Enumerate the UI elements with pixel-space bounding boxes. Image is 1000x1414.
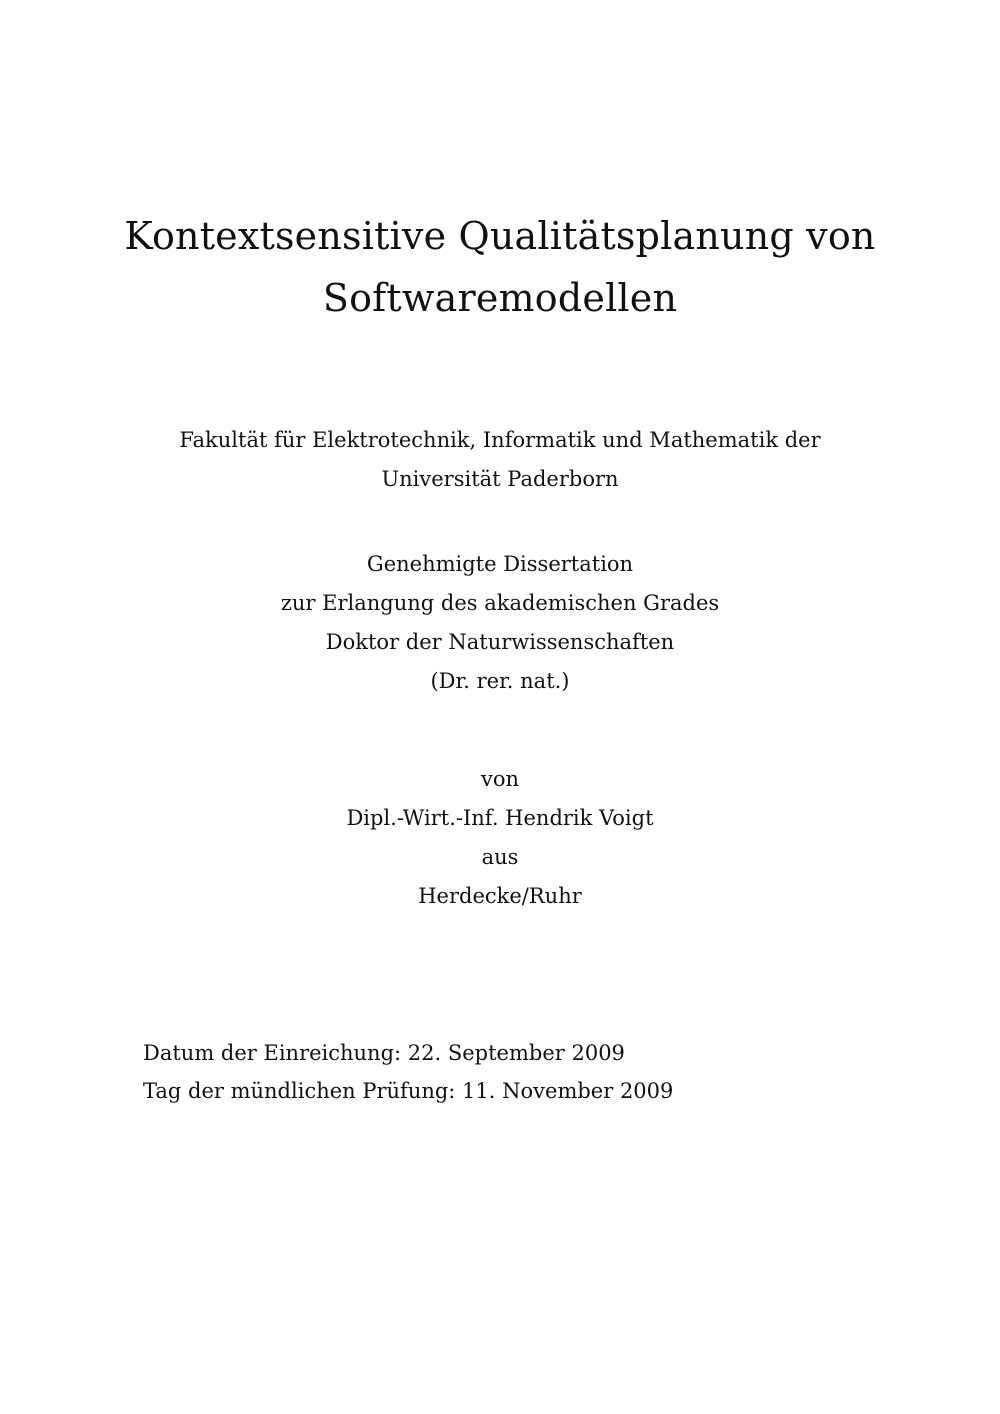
- dates-block: [143, 1034, 673, 1110]
- thesis-title: [0, 205, 1000, 329]
- dissertation-line-4: (Dr. rer. nat.): [430, 669, 570, 693]
- faculty-line-1: Fakultät für Elektrotechnik, Informatik und Mathematik der: [179, 428, 821, 452]
- thesis-title-line-2: Softwaremodellen: [322, 276, 678, 320]
- submission-date: Datum der Einreichung: 22. September 2009: [143, 1041, 625, 1065]
- faculty-block: [0, 421, 1000, 499]
- dissertation-line-1: Genehmigte Dissertation: [366, 552, 634, 576]
- author-origin: Herdecke/Ruhr: [418, 884, 582, 908]
- thesis-title-line-1: Kontextsensitive Qualitätsplanung von: [124, 214, 876, 258]
- faculty-line-2: Universität Paderborn: [381, 467, 619, 491]
- author-von: von: [480, 767, 520, 791]
- exam-date: Tag der mündlichen Prüfung: 11. November 2009: [143, 1079, 674, 1103]
- author-aus: aus: [481, 845, 519, 869]
- dissertation-line-2: zur Erlangung des akademischen Grades: [280, 591, 720, 615]
- dissertation-block: [0, 545, 1000, 701]
- author-block: [0, 760, 1000, 916]
- dissertation-line-3: Doktor der Naturwissenschaften: [325, 630, 675, 654]
- author-name: Dipl.-Wirt.-Inf. Hendrik Voigt: [346, 806, 654, 830]
